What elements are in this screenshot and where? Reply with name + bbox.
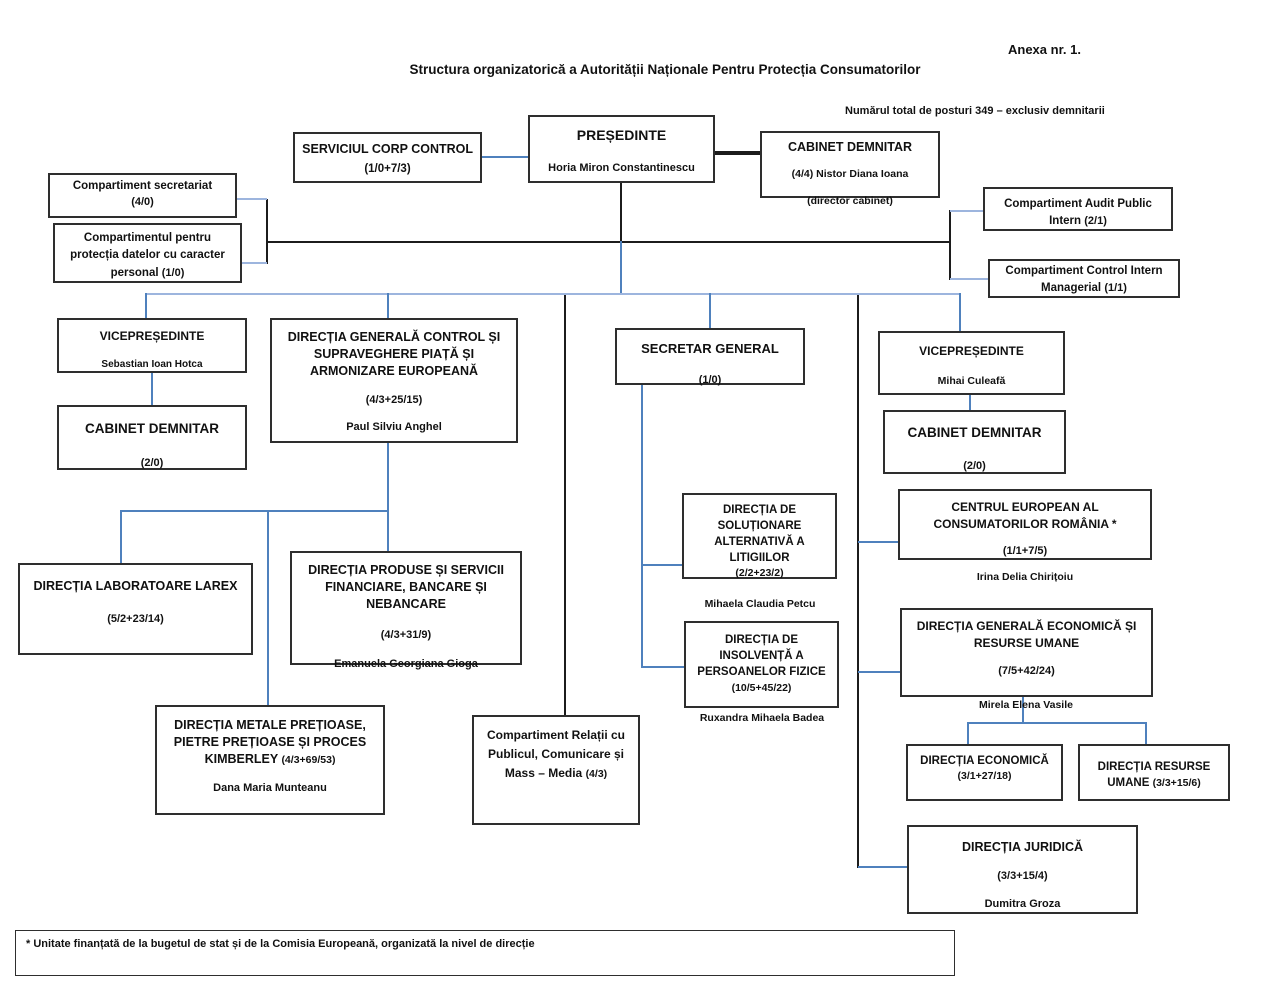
node-count: (4/3) <box>585 768 608 781</box>
box-directia-economica <box>906 744 1063 801</box>
connector-stub-juridica <box>858 866 907 868</box>
box-compartiment-protectia-datelor <box>53 223 242 283</box>
connector-presedinte-down <box>620 183 622 243</box>
node-count: (4/3+31/9) <box>380 628 432 641</box>
connector-protectia-stub <box>242 262 267 264</box>
node-person: Mihai Culeafă <box>937 374 1006 387</box>
box-compartiment-relatii <box>472 715 640 825</box>
box-directia-juridica <box>907 825 1138 914</box>
node-count: (3/1+27/18) <box>957 770 1012 783</box>
box-cabinet-demnitar-1 <box>57 405 247 470</box>
box-cabinet-demnitar-presedinte <box>760 131 940 207</box>
node-title: VICEPREȘEDINTE <box>99 329 205 343</box>
box-serviciul-corp-control <box>293 132 482 183</box>
box-compartiment-audit <box>983 187 1173 231</box>
connector-drop-dgcspae <box>387 293 389 318</box>
annex-label: Anexa nr. 1. <box>1008 42 1081 57</box>
node-person: Dana Maria Munteanu <box>213 781 327 794</box>
node-count: (4/3+69/53) <box>281 753 336 766</box>
total-posts-note: Numărul total de posturi 349 – exclusiv demnitarii <box>845 105 1105 117</box>
box-centrul-european <box>898 489 1152 560</box>
box-directia-generala-economica <box>900 608 1153 697</box>
connector-dgcspae-down <box>387 443 389 510</box>
box-directia-generala-control <box>270 318 518 443</box>
node-count: (3/3+15/4) <box>997 870 1048 883</box>
person-below-insolventa: Ruxandra Mihaela Badea <box>699 712 825 724</box>
connector-stub-centrul <box>858 541 898 543</box>
connector-main-horizontal <box>267 241 951 243</box>
connector-drop-metale <box>267 510 269 705</box>
box-secretar-general <box>615 328 805 385</box>
box-presedinte <box>528 115 715 183</box>
connector-drop-secretar <box>709 293 711 328</box>
node-count: (2/0) <box>963 459 986 472</box>
connector-drop-dir-resurse <box>1145 722 1147 744</box>
box-vicepresedinte-2 <box>878 331 1065 395</box>
box-directia-laboratoare <box>18 563 253 655</box>
box-compartiment-secretariat <box>48 173 237 218</box>
node-title: Compartiment Relații cu Publicul, Comunicare și Mass – Media <box>486 728 626 781</box>
node-count: (1/1+7/5) <box>1002 544 1048 557</box>
node-title: Compartimentul pentru protecția datelor cu caracter personal <box>70 232 225 279</box>
connector-center-drop <box>620 241 622 293</box>
node-person: Emanuela Georgiana Gioga <box>334 657 478 670</box>
box-directia-insolventa <box>684 621 839 708</box>
footnote-text: * Unitate finanțată de la bugetul de stat și de la Comisia Europeană, organizată la nivel de direcție <box>26 938 535 950</box>
node-person: Horia Miron Constantinescu <box>548 162 695 175</box>
box-directia-metale <box>155 705 385 815</box>
node-title: DIRECȚIA ECONOMICĂ <box>920 755 1049 767</box>
node-person-role: (director cabinet) <box>807 194 893 207</box>
connector-secretar-down <box>641 385 643 667</box>
node-count: (2/1) <box>1084 215 1107 228</box>
connector-drop-vice1 <box>145 293 147 318</box>
footnote-box <box>15 930 955 976</box>
node-title: Compartiment Control Intern Managerial <box>1005 265 1163 295</box>
node-count: (2/0) <box>140 456 164 469</box>
node-count: (3/3+15/6) <box>1152 777 1201 790</box>
node-count: (1/0+7/3) <box>364 162 411 175</box>
node-person: Paul Silviu Anghel <box>346 420 442 433</box>
connector-level2-horizontal <box>145 293 961 295</box>
connector-drop-produse <box>387 510 389 551</box>
node-title: DIRECȚIA GENERALĂ CONTROL ȘI SUPRAVEGHERE PIAȚĂ ȘI ARMONIZARE EUROPEANĂ <box>287 330 501 378</box>
node-title: DIRECȚIA DE SOLUȚIONARE ALTERNATIVĂ A LITIGIILOR <box>714 504 805 565</box>
connector-vice2-cabinet <box>969 395 971 410</box>
connector-secretariat-stub <box>237 198 267 200</box>
node-title: DIRECȚIA DE INSOLVENȚĂ A PERSOANELOR FIZICE <box>697 634 826 679</box>
node-person: Dumitra Groza <box>984 897 1061 910</box>
connector-stub-insolventa <box>641 666 684 668</box>
person-below-centrul: Irina Delia Chirițoiu <box>976 571 1074 583</box>
node-count: (5/2+23/14) <box>107 612 164 625</box>
box-vicepresedinte-1 <box>57 318 247 373</box>
node-count: (10/5+45/22) <box>731 682 792 695</box>
node-title: DIRECȚIA LABORATOARE LAREX <box>33 579 238 593</box>
connector-drop-larex <box>120 510 122 563</box>
connector-drop-dir-economica <box>967 722 969 744</box>
node-count: (4/0) <box>131 195 154 208</box>
connector-stub-solutionare <box>641 564 682 566</box>
node-title: CENTRUL EUROPEAN AL CONSUMATORILOR ROMÂNIA * <box>933 500 1117 531</box>
connector-right-vertical <box>857 293 859 868</box>
node-person: Sebastian Ioan Hotca <box>101 358 203 370</box>
node-count: (1/0) <box>161 266 185 279</box>
node-title: SERVICIUL CORP CONTROL <box>302 142 473 156</box>
connector-sub-horizontal-left <box>120 510 389 512</box>
node-title: DIRECȚIA PRODUSE ȘI SERVICII FINANCIARE, BANCARE ȘI NEBANCARE <box>308 563 504 611</box>
box-directia-solutionare <box>682 493 837 579</box>
connector-serviciul-presedinte <box>482 156 528 158</box>
connector-stub-dgeru <box>858 671 900 673</box>
connector-vice1-cabinet <box>151 373 153 405</box>
node-title: Compartiment Audit Public Intern <box>1004 198 1152 228</box>
node-title: Compartiment secretariat <box>72 180 213 192</box>
node-count: (1/1) <box>1104 282 1127 295</box>
box-directia-produse <box>290 551 522 670</box>
box-directia-resurse-umane <box>1078 744 1230 801</box>
node-title: CABINET DEMNITAR <box>85 421 219 436</box>
connector-drop-vice2 <box>959 293 961 331</box>
node-count: (7/5+42/24) <box>998 664 1055 677</box>
node-title: DIRECȚIA GENERALĂ ECONOMICĂ ȘI RESURSE UMANE <box>916 619 1137 650</box>
node-title: VICEPREȘEDINTE <box>919 344 1024 358</box>
node-title: DIRECȚIA METALE PREȚIOASE, PIETRE PREȚIOASE ȘI PROCES KIMBERLEY <box>173 718 367 766</box>
node-title: PREȘEDINTE <box>576 127 667 143</box>
node-count: (2/2+23/2) <box>735 567 784 580</box>
connector-mid-vertical <box>564 293 566 715</box>
node-title: CABINET DEMNITAR <box>787 140 913 154</box>
connector-sub-horizontal-right <box>967 722 1147 724</box>
node-count: (4/3+25/15) <box>365 393 423 406</box>
node-title: CABINET DEMNITAR <box>907 425 1042 440</box>
connector-audit-stub <box>950 210 983 212</box>
person-below-solutionare: Mihaela Claudia Petcu <box>704 598 816 610</box>
node-person: (4/4) Nistor Diana Ioana <box>791 168 909 181</box>
connector-right-bracket <box>949 210 951 280</box>
connector-presedinte-cabinet <box>715 151 760 155</box>
node-title: SECRETAR GENERAL <box>641 341 779 356</box>
connector-control-stub <box>950 278 988 280</box>
connector-left-bracket <box>266 199 268 264</box>
page-title: Structura organizatorică a Autorității Naționale Pentru Protecția Consumatorilor <box>409 62 921 77</box>
person-below-dgeru: Mirela Elena Vasile <box>979 699 1073 711</box>
box-compartiment-control-intern <box>988 259 1180 298</box>
node-title: DIRECȚIA RESURSE UMANE <box>1097 761 1211 790</box>
node-title: DIRECȚIA JURIDICĂ <box>961 840 1084 854</box>
node-count: (1/0) <box>698 373 722 386</box>
box-cabinet-demnitar-2 <box>883 410 1066 474</box>
